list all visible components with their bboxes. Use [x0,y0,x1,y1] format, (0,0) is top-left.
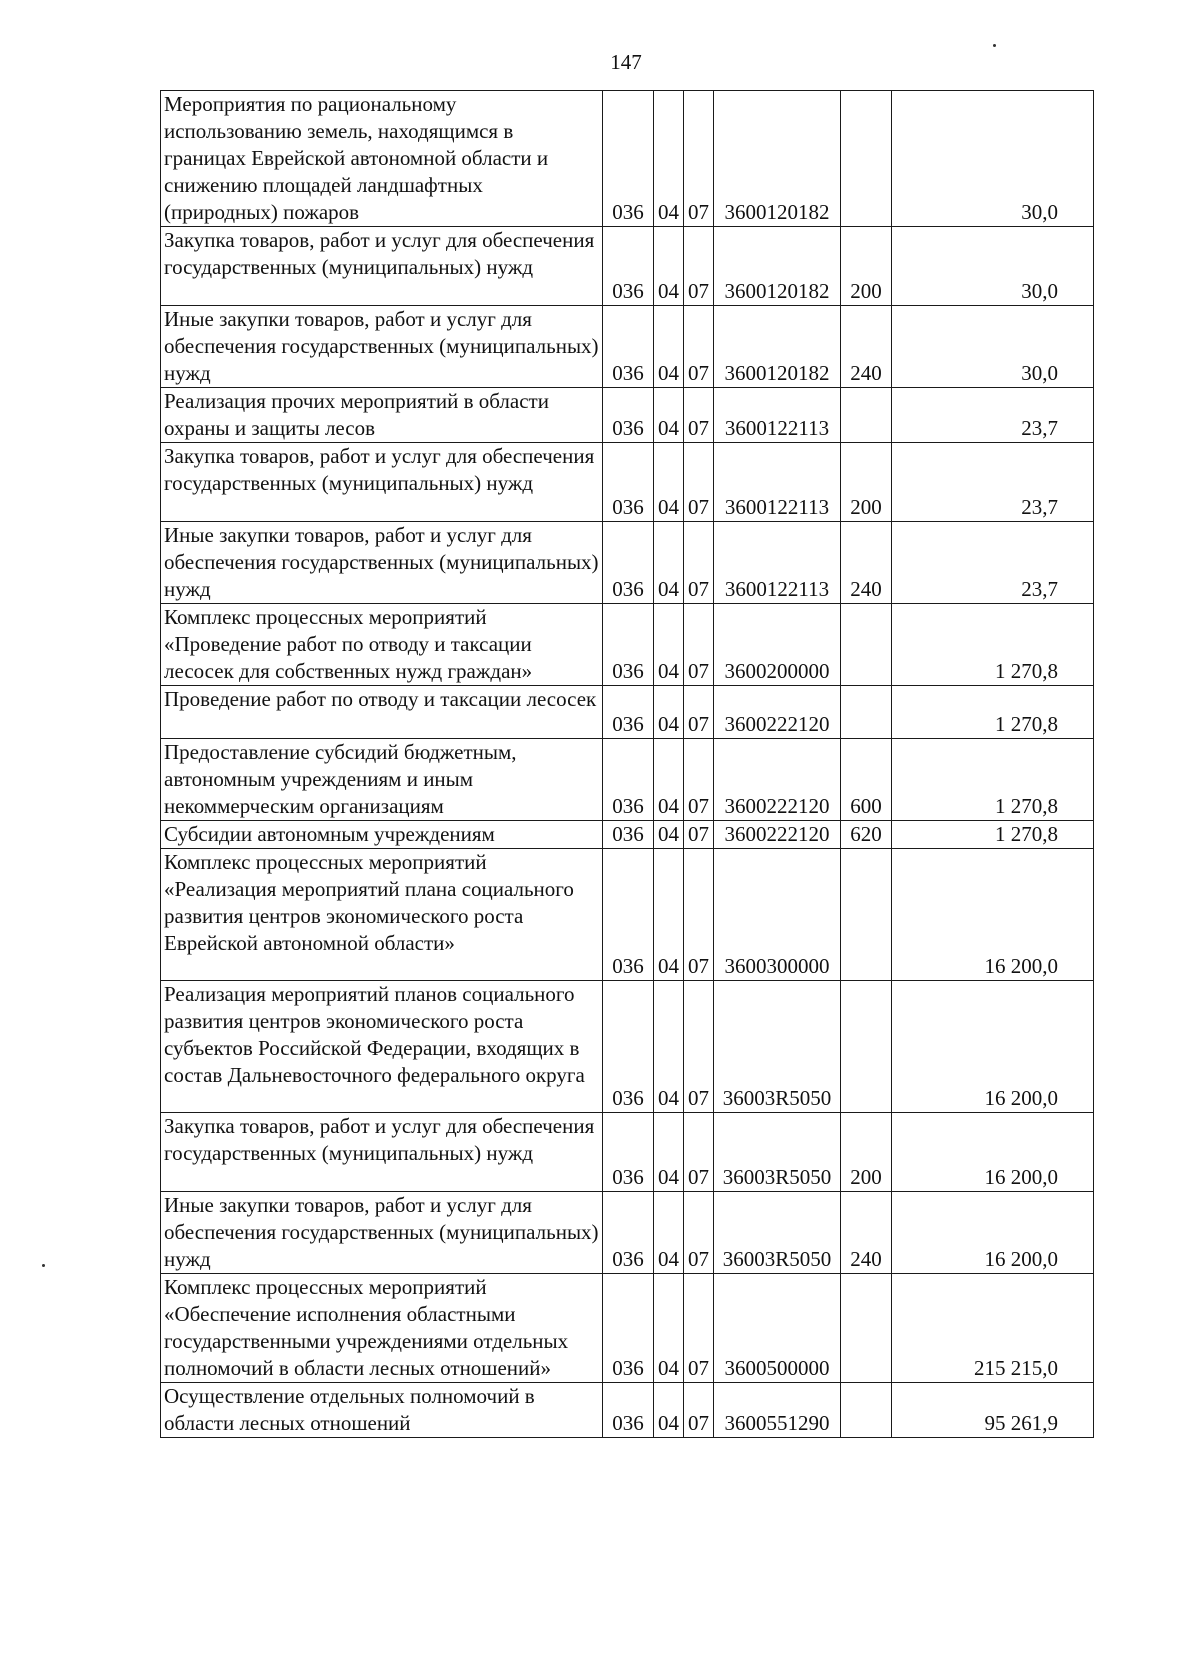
table-row [161,849,1094,981]
row-subsection-code: 07 [684,1113,714,1192]
row-ministry-code: 036 [603,604,654,686]
row-target-article: 3600122113 [714,388,841,443]
row-amount: 30,0 [892,91,1094,227]
row-target-article: 3600300000 [714,849,841,981]
row-target-article: 36003R5050 [714,1192,841,1274]
row-ministry-code: 036 [603,1383,654,1438]
table-row [161,1383,1094,1438]
row-expense-type: 200 [841,443,892,522]
table-row [161,91,1094,227]
row-name: Осуществление отдельных полномочий в области лесных отношений [161,1383,603,1438]
row-subsection-code: 07 [684,849,714,981]
row-section-code: 04 [654,1274,684,1383]
table-row [161,739,1094,821]
row-ministry-code: 036 [603,739,654,821]
row-name: Закупка товаров, работ и услуг для обеспечения государственных (муниципальных) нужд [161,1113,603,1192]
row-subsection-code: 07 [684,1192,714,1274]
table-row [161,1113,1094,1192]
table-row [161,1192,1094,1274]
row-ministry-code: 036 [603,981,654,1113]
table-row [161,604,1094,686]
row-amount: 23,7 [892,522,1094,604]
row-name: Комплекс процессных мероприятий «Реализация мероприятий плана социального развития центров экономического роста Еврейской автономной области» [161,849,603,981]
row-section-code: 04 [654,443,684,522]
row-ministry-code: 036 [603,686,654,739]
row-ministry-code: 036 [603,227,654,306]
row-subsection-code: 07 [684,91,714,227]
row-subsection-code: 07 [684,306,714,388]
row-subsection-code: 07 [684,604,714,686]
row-ministry-code: 036 [603,849,654,981]
row-name: Иные закупки товаров, работ и услуг для обеспечения государственных (муниципальных) нужд [161,306,603,388]
row-amount: 1 270,8 [892,686,1094,739]
row-subsection-code: 07 [684,739,714,821]
row-expense-type: 600 [841,739,892,821]
row-expense-type: 240 [841,522,892,604]
table-row [161,1274,1094,1383]
table-row [161,388,1094,443]
table-row [161,686,1094,739]
table-row [161,306,1094,388]
row-target-article: 3600120182 [714,306,841,388]
row-expense-type: 240 [841,306,892,388]
row-target-article: 36003R5050 [714,981,841,1113]
row-amount: 1 270,8 [892,821,1094,849]
row-name: Закупка товаров, работ и услуг для обеспечения государственных (муниципальных) нужд [161,227,603,306]
row-amount: 1 270,8 [892,604,1094,686]
row-amount: 95 261,9 [892,1383,1094,1438]
row-expense-type [841,1274,892,1383]
row-expense-type: 200 [841,227,892,306]
row-target-article: 3600122113 [714,443,841,522]
row-expense-type [841,1383,892,1438]
row-section-code: 04 [654,1192,684,1274]
row-section-code: 04 [654,604,684,686]
row-name: Закупка товаров, работ и услуг для обеспечения государственных (муниципальных) нужд [161,443,603,522]
row-name: Субсидии автономным учреждениям [161,821,603,849]
row-target-article: 3600120182 [714,227,841,306]
row-ministry-code: 036 [603,821,654,849]
row-ministry-code: 036 [603,1274,654,1383]
row-name: Проведение работ по отводу и таксации лесосек [161,686,603,739]
row-section-code: 04 [654,1113,684,1192]
row-name: Комплекс процессных мероприятий «Проведение работ по отводу и таксации лесосек для собственных нужд граждан» [161,604,603,686]
row-amount: 30,0 [892,306,1094,388]
row-target-article: 3600500000 [714,1274,841,1383]
scan-speck [993,44,996,47]
table-row [161,522,1094,604]
row-expense-type: 240 [841,1192,892,1274]
row-ministry-code: 036 [603,388,654,443]
row-target-article: 3600200000 [714,604,841,686]
row-target-article: 36003R5050 [714,1113,841,1192]
row-section-code: 04 [654,227,684,306]
row-section-code: 04 [654,981,684,1113]
row-expense-type: 620 [841,821,892,849]
row-expense-type [841,686,892,739]
row-ministry-code: 036 [603,443,654,522]
row-subsection-code: 07 [684,522,714,604]
row-expense-type [841,388,892,443]
row-ministry-code: 036 [603,1113,654,1192]
row-amount: 1 270,8 [892,739,1094,821]
row-subsection-code: 07 [684,1274,714,1383]
row-section-code: 04 [654,306,684,388]
row-target-article: 3600222120 [714,686,841,739]
table-row [161,227,1094,306]
row-subsection-code: 07 [684,981,714,1113]
row-name: Реализация мероприятий планов социального развития центров экономического роста субъектов Российской Федерации, входящих в состав Дальневосточного федерального округа [161,981,603,1113]
row-amount: 30,0 [892,227,1094,306]
row-target-article: 3600551290 [714,1383,841,1438]
row-section-code: 04 [654,849,684,981]
row-expense-type: 200 [841,1113,892,1192]
row-expense-type [841,91,892,227]
row-section-code: 04 [654,739,684,821]
row-amount: 215 215,0 [892,1274,1094,1383]
row-section-code: 04 [654,1383,684,1438]
row-section-code: 04 [654,686,684,739]
budget-table [160,90,1094,1438]
row-amount: 16 200,0 [892,1113,1094,1192]
budget-table-body [161,91,1094,1438]
row-target-article: 3600222120 [714,739,841,821]
row-name: Иные закупки товаров, работ и услуг для обеспечения государственных (муниципальных) нужд [161,1192,603,1274]
row-ministry-code: 036 [603,522,654,604]
row-subsection-code: 07 [684,821,714,849]
row-name: Мероприятия по рациональному использованию земель, находящимся в границах Еврейской автономной области и снижению площадей ландшафтных (природных) пожаров [161,91,603,227]
scan-speck [42,1264,45,1267]
table-row [161,821,1094,849]
row-name: Иные закупки товаров, работ и услуг для обеспечения государственных (муниципальных) нужд [161,522,603,604]
page-number: 147 [610,50,642,74]
row-expense-type [841,604,892,686]
row-section-code: 04 [654,388,684,443]
row-expense-type [841,849,892,981]
row-amount: 16 200,0 [892,849,1094,981]
row-ministry-code: 036 [603,1192,654,1274]
row-subsection-code: 07 [684,443,714,522]
row-target-article: 3600222120 [714,821,841,849]
row-subsection-code: 07 [684,686,714,739]
row-name: Реализация прочих мероприятий в области охраны и защиты лесов [161,388,603,443]
row-name: Предоставление субсидий бюджетным, автономным учреждениям и иным некоммерческим организациям [161,739,603,821]
row-ministry-code: 036 [603,91,654,227]
row-name: Комплекс процессных мероприятий «Обеспечение исполнения областными государственными учреждениями отдельных полномочий в области лесных отношений» [161,1274,603,1383]
table-row [161,981,1094,1113]
row-amount: 16 200,0 [892,1192,1094,1274]
row-subsection-code: 07 [684,1383,714,1438]
row-section-code: 04 [654,821,684,849]
row-expense-type [841,981,892,1113]
row-section-code: 04 [654,91,684,227]
table-row [161,443,1094,522]
row-amount: 16 200,0 [892,981,1094,1113]
row-target-article: 3600122113 [714,522,841,604]
row-target-article: 3600120182 [714,91,841,227]
row-subsection-code: 07 [684,388,714,443]
row-subsection-code: 07 [684,227,714,306]
row-ministry-code: 036 [603,306,654,388]
row-amount: 23,7 [892,388,1094,443]
row-section-code: 04 [654,522,684,604]
row-amount: 23,7 [892,443,1094,522]
